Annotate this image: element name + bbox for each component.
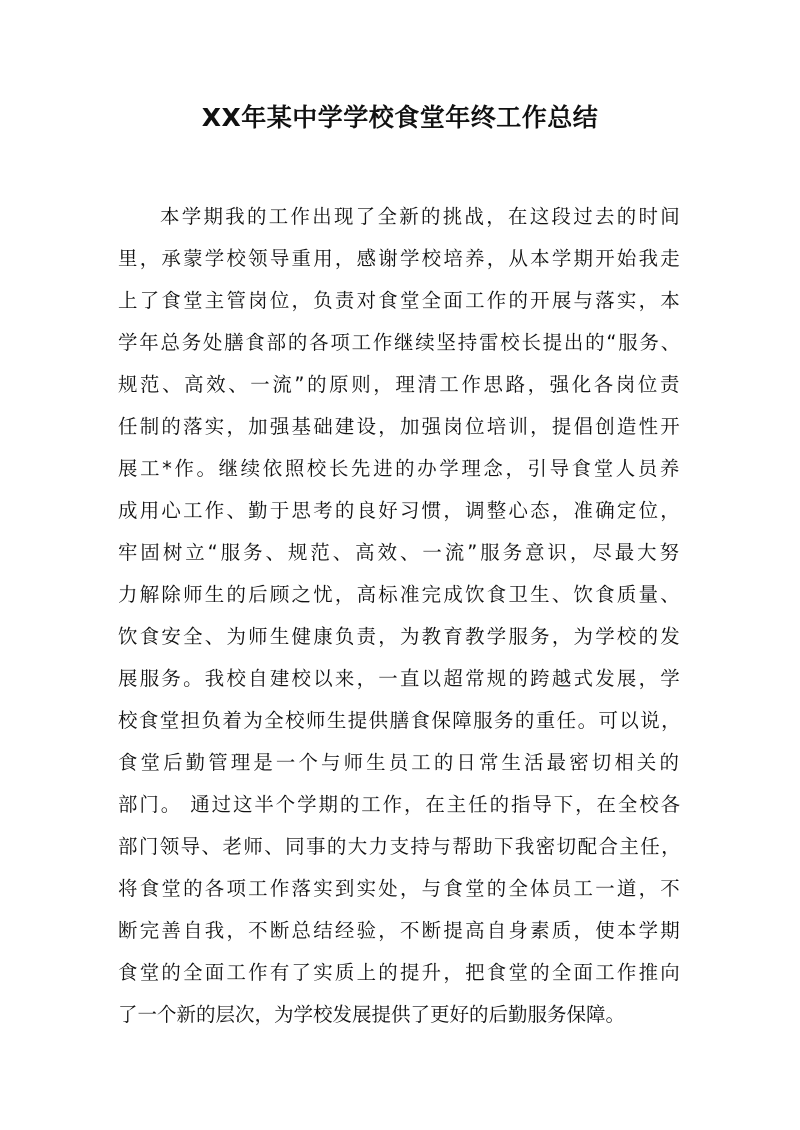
body-paragraph [118,196,682,1036]
paragraph-line [118,532,682,574]
paragraph-line [118,406,682,448]
paragraph-line [118,238,682,280]
paragraph-line [118,952,682,994]
line-text: 力解除师生的后顾之忧，高标准完成饮食卫生、饮食质量、 [118,583,683,606]
line-text: 里，承蒙学校领导重用，感谢学校培养，从本学期开始我走 [118,247,683,270]
line-text: 将食堂的各项工作落实到实处，与食堂的全体员工一道，不 [118,877,683,900]
paragraph-line [118,784,682,826]
line-text: 校食堂担负着为全校师生提供膳食保障服务的重任。可以说， [118,709,683,732]
line-text: 食堂的全面工作有了实质上的提升，把食堂的全面工作推向 [118,961,683,984]
line-text: 展工*作。继续依照校长先进的办学理念，引导食堂人员养 [118,457,682,480]
paragraph-line [118,196,682,238]
paragraph-line [118,448,682,490]
paragraph-line [118,868,682,910]
line-text: 本学期我的工作出现了全新的挑战，在这段过去的时间 [160,205,683,228]
line-text: 任制的落实，加强基础建设，加强岗位培训，提倡创造性开 [118,415,683,438]
paragraph-last-line [118,994,682,1036]
paragraph-line [118,700,682,742]
line-text: 食堂后勤管理是一个与师生员工的日常生活最密切相关的 [118,751,683,774]
paragraph-line [118,910,682,952]
line-text: 了一个新的层次，为学校发展提供了更好的后勤服务保障。 [118,1003,626,1026]
paragraph-line [118,616,682,658]
line-text: 牢固树立“服务、规范、高效、一流”服务意识，尽最大努 [118,541,683,564]
paragraph-line [118,826,682,868]
line-text: 断完善自我，不断总结经验，不断提高自身素质，使本学期 [118,919,683,942]
paragraph-line [118,490,682,532]
line-text: 部门。 通过这半个学期的工作，在主任的指导下，在全校各 [118,793,682,816]
paragraph-line [118,322,682,364]
line-text: 展服务。我校自建校以来，一直以超常规的跨越式发展，学 [118,667,683,690]
paragraph-line [118,742,682,784]
paragraph-line [118,280,682,322]
document-title: XX年某中学学校食堂年终工作总结 [201,103,599,132]
paragraph-line [118,574,682,616]
paragraph-line [118,658,682,700]
line-text: 饮食安全、为师生健康负责，为教育教学服务，为学校的发 [118,625,683,648]
line-text: 上了食堂主管岗位，负责对食堂全面工作的开展与落实，本 [118,289,683,312]
line-text: 部门领导、老师、同事的大力支持与帮助下我密切配合主任， [118,835,683,858]
paragraph-line [118,364,682,406]
line-text: 规范、高效、一流”的原则，理清工作思路，强化各岗位责 [118,373,683,396]
line-text: 成用心工作、勤于思考的良好习惯，调整心态，准确定位， [118,499,683,522]
line-text: 学年总务处膳食部的各项工作继续坚持雷校长提出的“服务、 [118,331,682,354]
